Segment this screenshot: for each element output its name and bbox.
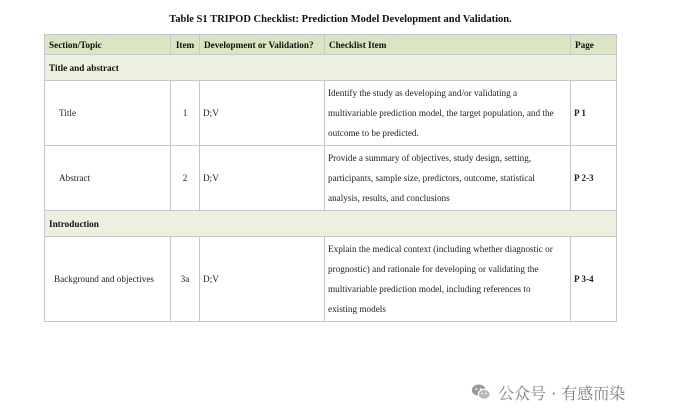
checklist-cell bbox=[325, 237, 571, 322]
tripod-checklist-table bbox=[44, 34, 617, 322]
header-checklist-item: Checklist Item bbox=[325, 35, 571, 55]
wechat-icon bbox=[470, 381, 492, 403]
section-heading: Introduction bbox=[45, 211, 617, 237]
item-cell: 3a bbox=[171, 237, 200, 322]
section-heading: Title and abstract bbox=[45, 55, 617, 81]
header-item: Item bbox=[171, 35, 200, 55]
checklist-line: outcome to be predicted. bbox=[328, 128, 419, 138]
header-section-topic: Section/Topic bbox=[45, 35, 171, 55]
page-cell: P 2-3 bbox=[571, 146, 617, 211]
page-cell: P 1 bbox=[571, 81, 617, 146]
page-cell: P 3-4 bbox=[571, 237, 617, 322]
table-row bbox=[45, 81, 617, 146]
checklist-cell bbox=[325, 81, 571, 146]
checklist-line: analysis, results, and conclusions bbox=[328, 193, 450, 203]
checklist-line: multivariable prediction model, the target population, and the bbox=[328, 108, 554, 118]
checklist-line: participants, sample size, predictors, outcome, statistical bbox=[328, 173, 535, 183]
watermark-text: 公众号 · 有感而染 bbox=[498, 383, 626, 403]
topic-cell: Title bbox=[45, 81, 171, 146]
checklist-cell bbox=[325, 146, 571, 211]
section-row bbox=[45, 211, 617, 237]
dev-validation-cell: D;V bbox=[200, 146, 325, 211]
dev-validation-cell: D;V bbox=[200, 81, 325, 146]
item-cell: 2 bbox=[171, 146, 200, 211]
topic-cell: Background and objectives bbox=[45, 237, 171, 322]
table-row bbox=[45, 146, 617, 211]
checklist-line: existing models bbox=[328, 304, 386, 314]
item-cell: 1 bbox=[171, 81, 200, 146]
header-row bbox=[45, 35, 617, 55]
header-dev-validation: Development or Validation? bbox=[200, 35, 325, 55]
topic-cell: Abstract bbox=[45, 146, 171, 211]
table-title: Table S1 TRIPOD Checklist: Prediction Model Development and Validation. bbox=[169, 14, 512, 25]
checklist-line: Explain the medical context (including whether diagnostic or bbox=[328, 244, 553, 254]
watermark bbox=[470, 378, 625, 406]
table-row bbox=[45, 237, 617, 322]
checklist-line: Provide a summary of objectives, study design, setting, bbox=[328, 153, 532, 163]
section-row bbox=[45, 55, 617, 81]
checklist-line: Identify the study as developing and/or validating a bbox=[328, 88, 518, 98]
header-page: Page bbox=[571, 35, 617, 55]
checklist-line: prognostic) and rationale for developing or validating the bbox=[328, 264, 539, 274]
dev-validation-cell: D;V bbox=[200, 237, 325, 322]
checklist-line: multivariable prediction model, including references to bbox=[328, 284, 531, 294]
